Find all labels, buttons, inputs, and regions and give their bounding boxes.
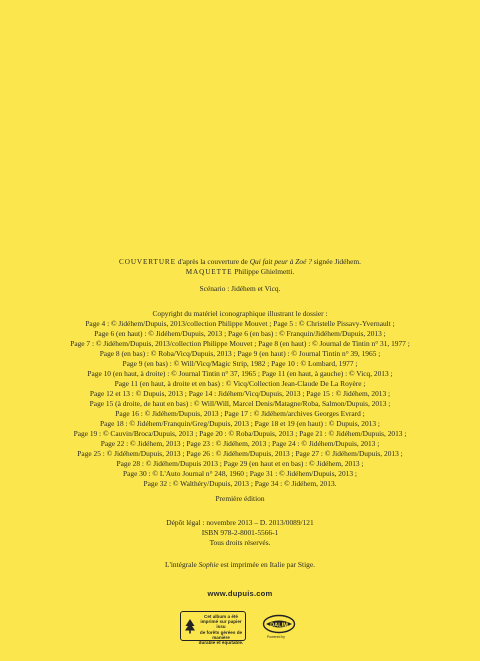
copyright-line: Copyright du matériel iconographique illustrant le dossier : [152, 309, 328, 318]
legal-line: Dépôt légal : novembre 2013 – D. 2013/0089/121 [166, 518, 314, 527]
dalim-subtitle: Powered by [267, 635, 285, 639]
cover-credit: COUVERTURE d'après la couverture de Qui fait peur à Zoé ? signée Jidéhem. [119, 257, 361, 266]
copyright-line: Page 25 : © Jidéhem/Dupuis, 2013 ; Page 26 : © Jidéhem/Dupuis, 2013 ; Page 27 : © Jidéhem/Dupuis, 2013 ; [77, 449, 403, 458]
copyright-line: Page 8 (en bas) : © Roba/Vicq/Dupuis, 2013 ; Page 9 (en haut) : © Journal Tintin n° 39, 1965 ; [99, 349, 381, 358]
eco-badge-text [196, 614, 246, 645]
copyright-block [0, 309, 480, 489]
website-block [0, 589, 480, 599]
copyright-line: Page 32 : © Walthéry/Dupuis, 2013 ; Page 34 : © Jidéhem, 2013. [143, 479, 337, 488]
cover-label: COUVERTURE [119, 258, 176, 266]
eco-badge-line: imprimé sur papier issu [200, 619, 242, 630]
copyright-line: Page 11 (en haut, à droite et en bas) : © Vicq/Collection Jean-Claude De La Royère ; [114, 379, 366, 388]
series-title: Sophie [198, 560, 219, 569]
printing-block [0, 560, 480, 570]
copyright-line: Page 22 : © Jidéhem, 2013 ; Page 23 : © Jidéhem, 2013 ; Page 24 : © Jidéhem/Dupuis, 2013 ; [100, 439, 380, 448]
copyright-line: Page 7 : © Jidéhem/Dupuis, 2013/collection Philippe Mouvet ; Page 8 (en haut) : © Journal de Tintin n° 31, 1977 ; [70, 339, 410, 348]
printing-credit: L'intégrale Sophie est imprimée en Italie par Stige. [165, 560, 315, 569]
copyright-line: Page 12 et 13 : © Dupuis, 2013 ; Page 14 : Jidéhem/Vicq/Dupuis, 2013 ; Page 15 : © Jidéhem, 2013 ; [89, 389, 391, 398]
copyright-line: Page 6 (en haut) : © Jidéhem/Dupuis, 2013 ; Page 6 (en bas) : © Franquin/Jidéhem/Dupuis, 2013 ; [94, 329, 386, 338]
eco-badge-line: de forêts gérées de [199, 629, 243, 635]
legal-line: ISBN 978-2-8001-5566-1 [201, 528, 279, 537]
copyright-line: Page 4 : © Jidéhem/Dupuis, 2013/collection Philippe Mouvet ; Page 5 : © Christelle Pissavy-Yvernault ; [85, 319, 395, 328]
copyright-line: Page 28 : © Jidéhem/Dupuis 2013 ; Page 29 (en haut et en bas) : © Jidéhem, 2013 ; [116, 459, 364, 468]
layout-label: MAQUETTE [185, 268, 233, 276]
legal-deposit-block [0, 518, 480, 548]
edition-label: Première édition [215, 494, 265, 503]
footer-logos [0, 611, 480, 646]
copyright-line: Page 9 (en bas) : © Will/Vicq/Magic Strip, 1982 ; Page 10 : © Lombard, 1977 ; [122, 359, 358, 368]
edition-block [0, 494, 480, 504]
copyright-line: Page 10 (en haut, à droite) : © Journal Tintin n° 37, 1965 ; Page 11 (en haut, à gauche) : © Vicq, 2013 ; [87, 369, 393, 378]
publisher-website[interactable]: www.dupuis.com [207, 589, 273, 598]
legal-line: Tous droits réservés. [209, 538, 271, 547]
scenario-credit: Scénario : Jidéhem et Vicq. [199, 284, 281, 293]
tree-icon [184, 618, 196, 634]
eco-badge-line: durable et équitable. [198, 640, 244, 646]
layout-credit: MAQUETTE Philippe Ghielmetti. [185, 267, 295, 276]
copyright-line: Page 30 : © L'Auto Journal n° 248, 1960 ; Page 31 : © Jidéhem/Dupuis, 2013 ; [123, 469, 357, 478]
cover-credit-block [0, 257, 480, 277]
copyright-line: Page 15 (à droite, de haut en bas) : © Will/Will, Marcel Denis/Matagne/Roba, Salmon/Dupuis, 2013 ; [89, 399, 391, 408]
eco-badge-line: manière [212, 634, 230, 640]
copyright-line: Page 18 : © Jidéhem/Franquin/Greg/Dupuis, 2013 ; Page 18 et 19 (en haut) : © Dupuis, 2013 ; [100, 419, 380, 428]
copyright-line: Page 16 : © Jidéhem/Dupuis, 2013 ; Page 17 : © Jidéhem/archives Georges Evrard ; [115, 409, 365, 418]
copyright-line: Page 19 : © Cauvin/Broca/Dupuis, 2013 ; Page 20 : © Roba/Dupuis, 2013 ; Page 21 : © Jidéhem/Dupuis, 2013 ; [73, 429, 407, 438]
scenario-block [0, 284, 480, 294]
cover-source-title: Qui fait peur à Zoé ? [249, 257, 312, 266]
eco-paper-badge [180, 611, 246, 646]
dalim-logo-icon [262, 614, 296, 634]
eco-badge-line: Cet album a été [204, 614, 238, 619]
dalim-wordmark: DALIM [270, 622, 288, 629]
